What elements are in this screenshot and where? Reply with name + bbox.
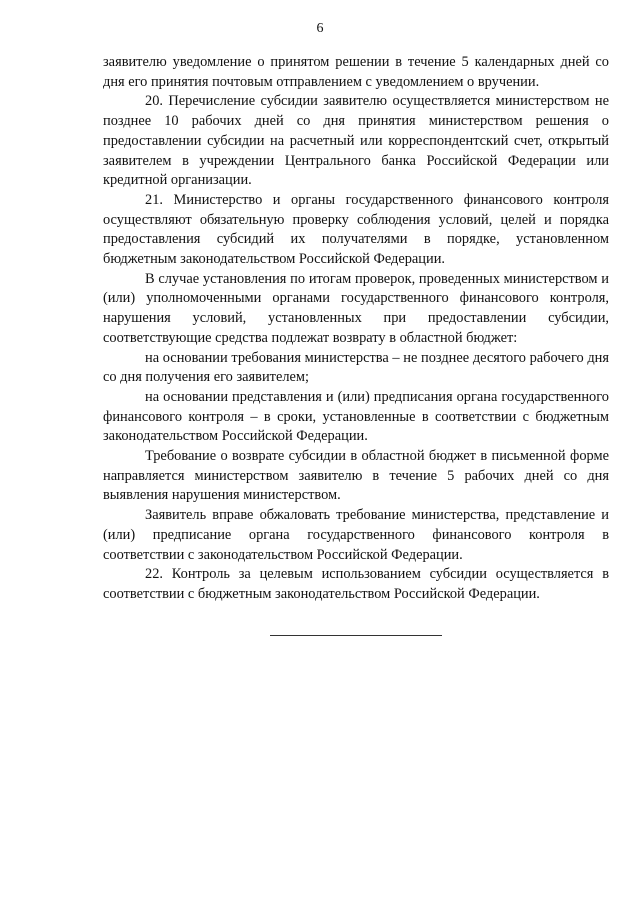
paragraph-clause-22: 22. Контроль за целевым использованием субсидии осуществляется в соответствии с бюджетным законодательством Российской Федерации. <box>103 566 609 602</box>
paragraph-clause-19-continuation: заявителю уведомление о принятом решении в течение 5 календарных дней со дня его принятия почтовым отправлением с уведомлением о вручении. <box>103 54 609 90</box>
paragraph-control-order: на основании представления и (или) предписания органа государственного финансового контроля – в сроки, установленные в соответствии с бюджетным законодательством Российской Федерации. <box>103 388 609 445</box>
end-divider <box>270 635 442 636</box>
paragraph-violations: В случае установления по итогам проверок, проведенных министерством и (или) уполномоченными органами государственного финансового контроля, нарушения условий, установленных при предоставлении субсидии, соответствующие средства подлежат возврату в областной бюджет: <box>103 270 609 346</box>
paragraph-appeal: Заявитель вправе обжаловать требование министерства, представление и (или) предписание органа государственного финансового контроля в соответствии с законодательством Российской Федерации. <box>103 507 609 563</box>
page-number: 6 <box>316 21 324 36</box>
paragraph-clause-21: 21. Министерство и органы государственного финансового контроля осуществляют обязательную проверку соблюдения условий, целей и порядка предоставления субсидий их получателями в порядке, установленном бюджетным законодательством Российской Федерации. <box>103 191 609 268</box>
paragraph-ministry-demand: на основании требования министерства – не позднее десятого рабочего дня со дня получения его заявителем; <box>103 349 609 386</box>
document-body <box>103 53 609 605</box>
paragraph-refund-demand: Требование о возврате субсидии в областной бюджет в письменной форме направляется министерством заявителю в течение 5 рабочих дней со дня выявления нарушения министерством. <box>103 448 609 504</box>
paragraph-clause-20: 20. Перечисление субсидии заявителю осуществляется министерством не позднее 10 рабочих дней со дня принятия министерством решения о предоставлении субсидии на расчетный или корреспондентский счет, открытый заявителем в учреждении Центрального банка Российской Федерации или кредитной организации. <box>103 93 609 189</box>
